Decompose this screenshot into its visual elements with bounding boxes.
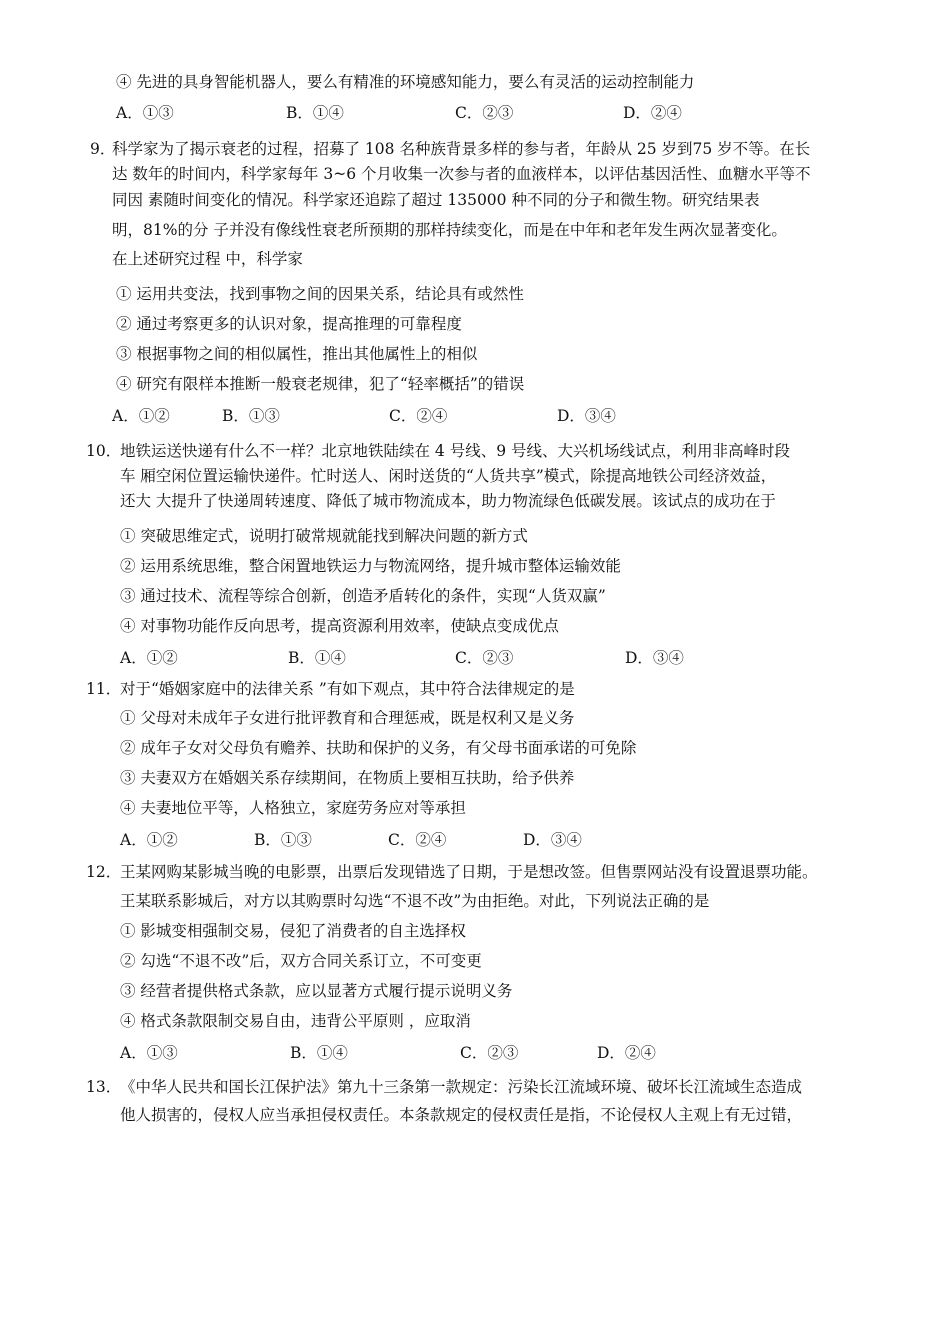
q12-stem-line-1: 王某网购某影城当晚的电影票，出票后发现错选了日期，于是想改签。但售票网站没有设置退票功能。 (120, 863, 818, 881)
q8-choice-c: C．②③ (455, 104, 514, 122)
q11-item-1: ① 父母对未成年子女进行批评教育和合理惩戒，既是权利又是义务 (120, 709, 575, 727)
q11-stem-line-1: 对于“婚姻家庭中的法律关系 ”有如下观点，其中符合法律规定的是 (120, 680, 575, 698)
q11-choice-d: D．③④ (523, 831, 582, 849)
q9-stem-line-1: 科学家为了揭示衰老的过程，招募了 108 名种族背景多样的参与者，年龄从 25 岁到75 岁不等。在长 (112, 140, 811, 158)
q12-choice-c: C．②③ (460, 1044, 519, 1062)
q11-choice-a: A．①② (120, 831, 178, 849)
q9-choice-d: D．③④ (557, 407, 616, 425)
q12-stem-line-2: 王某联系影城后，对方以其购票时勾选“不退不改”为由拒绝。对此，下列说法正确的是 (120, 892, 710, 910)
q9-stem-line-5: 在上述研究过程 中，科学家 (112, 250, 303, 268)
q12-item-3: ③ 经营者提供格式条款，应以显著方式履行提示说明义务 (120, 982, 513, 1000)
q12-choice-a: A．①③ (120, 1044, 178, 1062)
q12-item-4: ④ 格式条款限制交易自由，违背公平原则 ，应取消 (120, 1012, 471, 1030)
q12-item-2: ② 勾选“不退不改”后，双方合同关系订立，不可变更 (120, 952, 482, 970)
q12-number: 12． (86, 863, 122, 881)
q9-number: 9． (90, 140, 116, 158)
q10-item-3: ③ 通过技术、流程等综合创新，创造矛盾转化的条件，实现“人货双赢” (120, 587, 606, 605)
q13-number: 13． (86, 1078, 122, 1096)
q11-item-4: ④ 夫妻地位平等，人格独立，家庭劳务应对等承担 (120, 799, 466, 817)
q8-choice-b: B．①④ (286, 104, 344, 122)
q8-choice-d: D．②④ (623, 104, 682, 122)
q9-stem-line-4: 明，81%的分 子并没有像线性衰老所预期的那样持续变化，而是在中年和老年发生两次显著变化。 (112, 221, 787, 239)
q10-choice-b: B．①④ (288, 649, 346, 667)
q9-stem-line-2: 达 数年的时间内，科学家每年 3~6 个月收集一次参与者的血液样本，以评估基因活性、血糖水平等不 (112, 165, 811, 183)
q9-item-4: ④ 研究有限样本推断一般衰老规律，犯了“轻率概括”的错误 (116, 375, 525, 393)
q11-choice-b: B．①③ (254, 831, 312, 849)
q8-choice-a: A．①③ (116, 104, 174, 122)
q9-choice-b: B．①③ (222, 407, 280, 425)
q11-choice-c: C．②④ (388, 831, 447, 849)
q8-item-4: ④ 先进的具身智能机器人，要么有精准的环境感知能力，要么有灵活的运动控制能力 (116, 73, 695, 91)
q9-item-3: ③ 根据事物之间的相似属性，推出其他属性上的相似 (116, 345, 478, 363)
q11-item-2: ② 成年子女对父母负有赡养、扶助和保护的义务，有父母书面承诺的可免除 (120, 739, 637, 757)
q10-choice-a: A．①② (120, 649, 178, 667)
q10-item-2: ② 运用系统思维，整合闲置地铁运力与物流网络，提升城市整体运输效能 (120, 557, 621, 575)
q9-item-1: ① 运用共变法，找到事物之间的因果关系，结论具有或然性 (116, 285, 524, 303)
q10-item-1: ① 突破思维定式，说明打破常规就能找到解决问题的新方式 (120, 527, 528, 545)
q9-item-2: ② 通过考察更多的认识对象，提高推理的可靠程度 (116, 315, 462, 333)
q12-choice-d: D．②④ (597, 1044, 656, 1062)
q12-choice-b: B．①④ (290, 1044, 348, 1062)
q10-stem-line-1: 地铁运送快递有什么不一样？北京地铁陆续在 4 号线、9 号线、大兴机场线试点，利用非高峰时段 (120, 442, 791, 460)
q10-item-4: ④ 对事物功能作反向思考，提高资源利用效率，使缺点变成优点 (120, 617, 559, 635)
q9-choice-a: A．①② (112, 407, 170, 425)
q11-number: 11． (86, 680, 122, 698)
q11-item-3: ③ 夫妻双方在婚姻关系存续期间，在物质上要相互扶助，给予供养 (120, 769, 575, 787)
q9-choice-c: C．②④ (389, 407, 448, 425)
q12-item-1: ① 影城变相强制交易，侵犯了消费者的自主选择权 (120, 922, 466, 940)
q10-choice-c: C．②③ (455, 649, 514, 667)
q13-stem-line-1: 《中华人民共和国长江保护法》第九十三条第一款规定：污染长江流域环境、破坏长江流域生态造成 (120, 1078, 803, 1096)
q10-number: 10． (86, 442, 122, 460)
q9-stem-line-3: 同因 素随时间变化的情况。科学家还追踪了超过 135000 种不同的分子和微生物。研究结果表 (112, 191, 760, 209)
q10-stem-line-2: 车 厢空闲位置运输快递件。忙时送人、闲时送货的“人货共享”模式，除提高地铁公司经济效益， (120, 467, 777, 485)
q13-stem-line-2: 他人损害的，侵权人应当承担侵权责任。本条款规定的侵权责任是指，不论侵权人主观上有无过错， (120, 1106, 803, 1124)
q10-choice-d: D．③④ (625, 649, 684, 667)
q10-stem-line-3: 还大 大提升了快递周转速度、降低了城市物流成本，助力物流绿色低碳发展。该试点的成功在于 (120, 492, 776, 510)
